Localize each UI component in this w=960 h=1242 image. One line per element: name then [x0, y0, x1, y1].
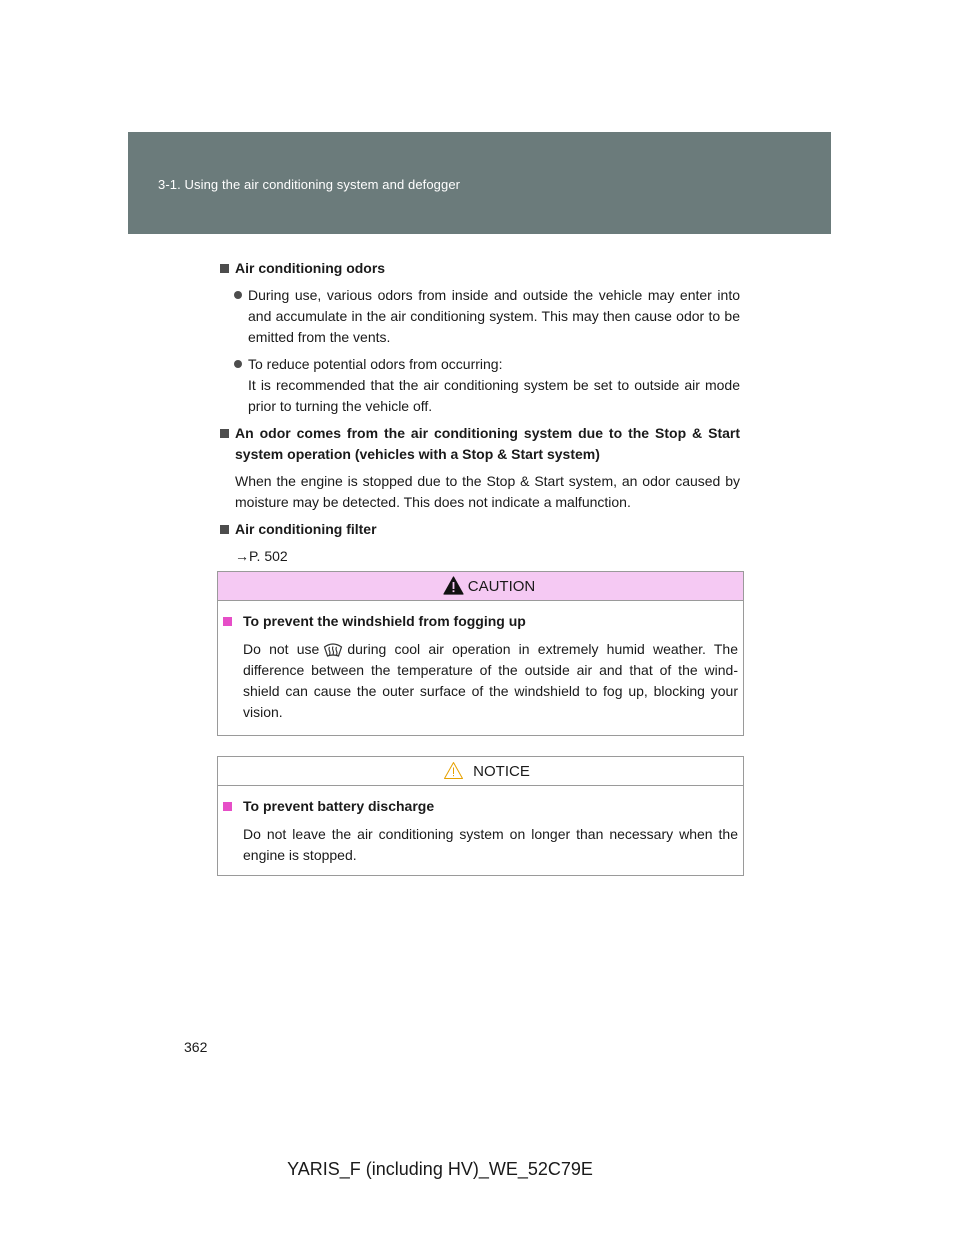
caution-title: CAUTION [467, 578, 536, 595]
caution-body [218, 601, 743, 735]
notice-heading: To prevent battery discharge [223, 796, 743, 817]
filter-page-reference: →P. 502 [235, 548, 288, 564]
odors-heading: Air conditioning odors [220, 258, 740, 279]
document-footer: YARIS_F (including HV)_WE_52C79E [287, 1159, 593, 1179]
notice-header [218, 757, 743, 786]
section-title: 3-1. Using the air conditioning system and defogger [158, 177, 461, 192]
filter-heading: Air conditioning filter [220, 519, 740, 540]
caution-text-before-icon: Do not use [243, 641, 320, 657]
main-content [220, 258, 740, 573]
section-header-bar [128, 132, 831, 234]
caution-text-after-icon: during cool air operation in extremely humid weather. The difference between the temperature of the outside air and that of the wind-shield can cause the outer surface of the windshield to fog up, blocking your vision. [243, 641, 738, 720]
odors-bullet-1: During use, various odors from inside and outside the vehicle may enter into and accumulate in the air conditioning system. This may then cause odor to be emitted from the vents. [220, 285, 740, 348]
caution-box [217, 571, 744, 736]
caution-text [223, 639, 743, 723]
notice-body [218, 786, 743, 878]
notice-title: NOTICE [473, 763, 530, 780]
notice-text: Do not leave the air conditioning system on longer than necessary when the engine is stopped. [243, 826, 738, 863]
page-number: 362 [184, 1039, 208, 1055]
odors-bullet-2-line1: To reduce potential odors from occurring: [248, 356, 503, 372]
odors-bullet-2-line2: It is recommended that the air conditioning system be set to outside air mode prior to turning the vehicle off. [248, 377, 740, 414]
windshield-defogger-icon [323, 640, 343, 658]
stopstart-text: When the engine is stopped due to the Stop & Start system, an odor caused by moisture may be detected. This does not indicate a malfunction. [235, 473, 740, 510]
caution-header [218, 572, 743, 601]
caution-heading: To prevent the windshield from fogging up [223, 611, 743, 632]
odors-bullet-2 [220, 354, 740, 417]
notice-box [217, 756, 744, 876]
stopstart-heading: An odor comes from the air conditioning system due to the Stop & Start system operation (vehicles with a Stop & Start system) [220, 423, 740, 465]
